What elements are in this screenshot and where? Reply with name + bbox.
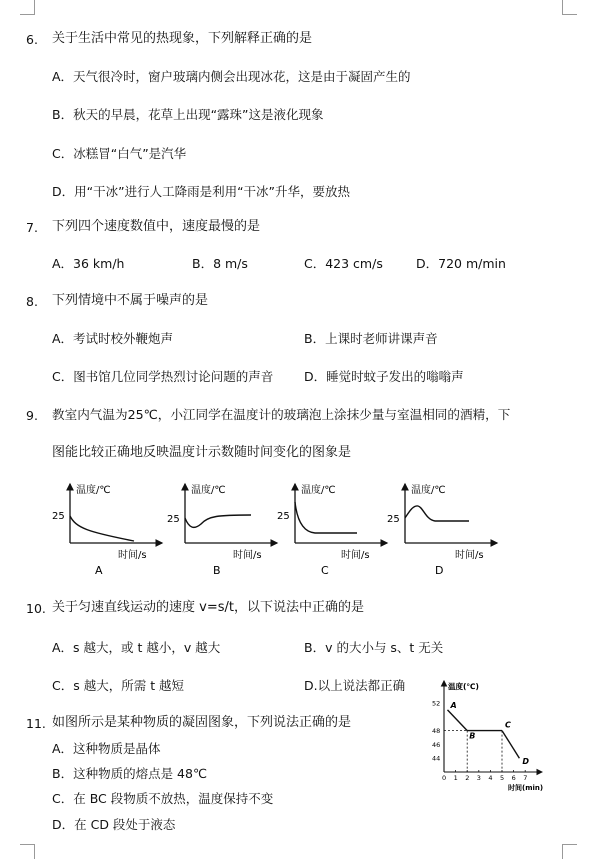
option-c: C．423 cm/s [304, 256, 383, 271]
y-tick-label: 46 [432, 740, 441, 749]
x-tick-label: 3 [476, 774, 481, 782]
y-axis-label: 温度/℃ [76, 485, 111, 496]
option-d: D.以上说法都正确 [304, 678, 406, 693]
question-number: 11. [26, 716, 46, 731]
option-c: C．冰糕冒“白气”是汽华 [52, 146, 187, 161]
question-stem: 关于匀速直线运动的速度 v=s/t，以下说法中正确的是 [52, 600, 364, 615]
question-number: 7. [26, 220, 38, 235]
graph-d [383, 480, 501, 580]
point-label-b: B [469, 731, 476, 741]
x-axis-label: 时间/s [118, 550, 147, 561]
y-tick-label: 44 [432, 754, 441, 763]
option-c: C．在 BC 段物质不放热，温度保持不变 [52, 791, 274, 806]
graph-c [273, 480, 391, 580]
option-c: C．图书馆几位同学热烈讨论问题的声音 [52, 369, 274, 384]
graph-letter: A [95, 564, 103, 577]
x-tick-label: 7 [523, 774, 528, 782]
option-b: B．上课时老师讲课声音 [304, 331, 438, 346]
question-stem-line-2: 图能比较正确地反映温度计示数随时间变化的图象是 [52, 445, 352, 460]
crop-mark-bottom-left [20, 844, 35, 859]
x-tick-label: 0 [442, 774, 447, 782]
y-axis-label: 温度/℃ [301, 485, 336, 496]
tick-25: 25 [387, 514, 400, 525]
option-a: A．考试时校外鞭炮声 [52, 331, 174, 346]
graph-a [48, 480, 166, 580]
x-axis-label: 时间/s [233, 550, 262, 561]
question-stem: 下列情境中不属于噪声的是 [52, 293, 209, 308]
temperature-curve [295, 502, 357, 533]
crop-mark-bottom-right [562, 844, 577, 859]
question-number: 9. [26, 408, 38, 423]
y-axis-label: 温度(℃) [448, 682, 479, 691]
temperature-curve [185, 515, 251, 527]
question-stem: 如图所示是某种物质的凝固图象，下列说法正确的是 [52, 715, 352, 730]
crop-mark-top-right [562, 0, 577, 15]
question-stem: 关于生活中常见的热现象，下列解释正确的是 [52, 31, 313, 46]
option-b: B．v 的大小与 s、t 无关 [304, 640, 444, 655]
temperature-curve [405, 506, 469, 521]
point-label-c: C [505, 720, 511, 730]
point-label-a: A [450, 700, 457, 710]
graph-letter: D [435, 564, 444, 577]
option-a: A．s 越大，或 t 越小，v 越大 [52, 640, 221, 655]
point-label-d: D [522, 757, 530, 767]
question-number: 6. [26, 32, 38, 47]
x-axis-label: 时间(min) [508, 784, 544, 792]
curve-segment [447, 710, 467, 731]
graph-letter: B [213, 564, 221, 577]
option-a: A．这种物质是晶体 [52, 741, 161, 756]
tick-25: 25 [52, 511, 65, 522]
x-tick-label: 4 [488, 774, 493, 782]
x-axis-label: 时间/s [455, 550, 484, 561]
curve-segment [502, 731, 519, 759]
y-tick-label: 52 [432, 699, 441, 708]
option-b: B．8 m/s [192, 256, 248, 271]
x-tick-label: 2 [465, 774, 470, 782]
temperature-curve [70, 516, 134, 541]
x-axis-label: 时间/s [341, 550, 370, 561]
option-d: D．睡觉时蚊子发出的嗡嗡声 [304, 369, 464, 384]
option-b: B．秋天的早晨，花草上出现“露珠”这是液化现象 [52, 107, 324, 122]
option-a: A．36 km/h [52, 256, 125, 271]
option-c: C．s 越大，所需 t 越短 [52, 678, 185, 693]
tick-25: 25 [167, 514, 180, 525]
option-a: A．天气很冷时，窗户玻璃内侧会出现冰花，这是由于凝固产生的 [52, 69, 411, 84]
option-d: D．在 CD 段处于液态 [52, 817, 176, 832]
question-number: 8. [26, 294, 38, 309]
tick-25: 25 [277, 511, 290, 522]
y-tick-label: 48 [432, 727, 441, 736]
graph-b [163, 480, 281, 580]
question-stem-line-1: 教室内气温为25℃，小江同学在温度计的玻璃泡上涂抹少量与室温相同的酒精，下 [52, 407, 511, 422]
y-axis-label: 温度/℃ [191, 485, 226, 496]
question-stem: 下列四个速度数值中，速度最慢的是 [52, 219, 261, 234]
option-b: B．这种物质的熔点是 48℃ [52, 766, 207, 781]
x-tick-label: 5 [500, 774, 505, 782]
graph-letter: C [321, 564, 329, 577]
x-tick-label: 6 [511, 774, 516, 782]
solidification-graph [430, 676, 550, 794]
question-number: 10. [26, 601, 46, 616]
x-tick-label: 1 [453, 774, 458, 782]
y-axis-label: 温度/℃ [411, 485, 446, 496]
option-d: D．720 m/min [416, 256, 506, 271]
option-d: D．用“干冰”进行人工降雨是利用“干冰”升华，要放热 [52, 184, 351, 199]
crop-mark-top-left [20, 0, 35, 15]
